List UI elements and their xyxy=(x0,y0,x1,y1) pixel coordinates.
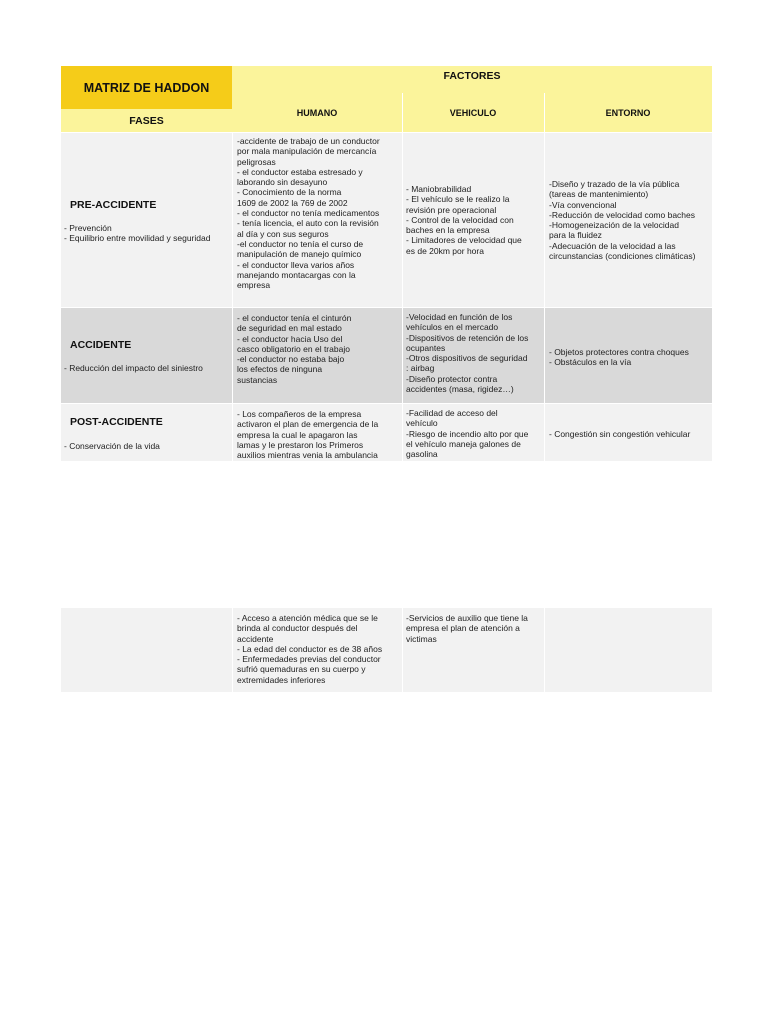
column-divider xyxy=(232,608,233,692)
column-divider xyxy=(402,608,403,692)
matrix-title: MATRIZ DE HADDON xyxy=(61,66,232,109)
cell-humano-pre-accidente: -accidente de trabajo de un conductor por mala manipulación de mercancía peligrosas - el conductor estaba estresado y laborando sin desayuno - Conocimiento de la norma 1609 de 2002 la 769 de 2002 - el conductor no tenía medicamentos - tenía licencia, el auto con la revisión al día y con sus seguros -el conductor no tenía el curso de manipulación de manejo químico - el conductor lleva varios años manejando montacargas con la empresa xyxy=(237,136,380,291)
column-divider xyxy=(232,133,233,461)
column-header-humano: HUMANO xyxy=(232,93,402,132)
factores-header: FACTORES xyxy=(232,66,712,93)
column-divider xyxy=(402,93,403,461)
cell-vehiculo-pre-accidente: - Maniobrabilidad - El vehículo se le realizo la revisión pre operacional - Control de la velocidad con baches en la empresa - Limitadores de velocidad que es de 20km por hora xyxy=(406,184,522,256)
cell-humano-accidente: - el conductor tenía el cinturón de seguridad en mal estado - el conductor hacia Uso del casco obligatorio en el trabajo -el conductor no estaba bajo los efectos de ninguna sustancias xyxy=(237,313,352,385)
phase-title-pre-accidente: PRE-ACCIDENTE xyxy=(70,199,157,211)
cell-vehiculo-post-accidente: -Facilidad de acceso del vehículo -Riesgo de incendio alto por que el vehículo maneja galones de gasolina xyxy=(406,408,529,460)
column-header-entorno: ENTORNO xyxy=(544,93,712,132)
cell-vehiculo-post-accidente-continued: -Servicios de auxilio que tiene la empresa el plan de atención a victimas xyxy=(406,613,528,644)
fases-header: FASES xyxy=(61,109,232,132)
column-divider xyxy=(544,608,545,692)
cell-vehiculo-accidente: -Velocidad en función de los vehículos en el mercado -Dispositivos de retención de los ocupantes -Otros dispositivos de seguridad : airbag -Diseño protector contra accidentes (masa, rigidez…) xyxy=(406,312,529,395)
phase-description-pre-accidente: - Prevención - Equilibrio entre movilidad y seguridad xyxy=(64,223,211,244)
cell-entorno-pre-accidente: -Diseño y trazado de la vía pública (tareas de mantenimiento) -Vía convencional -Reducción de velocidad como baches -Homogeneización de la velocidad para la fluidez -Adecuación de la velocidad a las circunstancias (condiciones climáticas) xyxy=(549,179,696,262)
column-header-vehiculo: VEHICULO xyxy=(402,93,544,132)
phase-title-post-accidente: POST-ACCIDENTE xyxy=(70,416,163,428)
cell-humano-post-accidente: - Los compañeros de la empresa activaron el plan de emergencia de la empresa la cual le apagaron las lamas y le prestaron los Primeros auxilios mientras venia la ambulancia xyxy=(237,409,379,461)
phase-description-post-accidente: - Conservación de la vida xyxy=(64,441,160,451)
cell-humano-post-accidente-continued: - Acceso a atención médica que se le brinda al conductor después del accidente - La edad del conductor es de 38 años - Enfermedades previas del conductor sufrió quemaduras en su cuerpo y extremidades inferiores xyxy=(237,613,383,685)
column-divider xyxy=(544,93,545,461)
cell-entorno-accidente: - Objetos protectores contra choques - Obstáculos en la vía xyxy=(549,347,689,368)
cell-entorno-post-accidente: - Congestión sin congestión vehicular xyxy=(549,429,691,439)
phase-description-accidente: - Reducción del impacto del siniestro xyxy=(64,363,203,373)
phase-title-accidente: ACCIDENTE xyxy=(70,339,132,351)
